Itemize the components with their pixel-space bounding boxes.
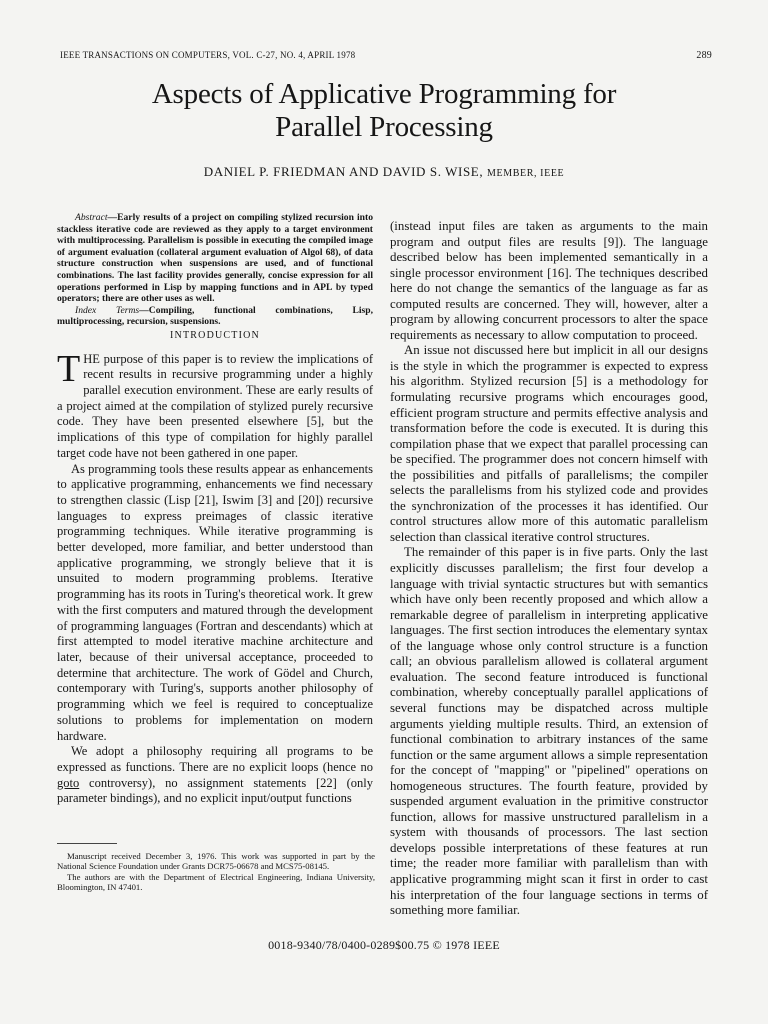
copyright-line: 0018-9340/78/0400-0289$00.75 © 1978 IEEE xyxy=(268,938,500,952)
section-heading-introduction: INTRODUCTION xyxy=(170,329,260,341)
abstract-lead: Abstract xyxy=(75,212,108,223)
right-paragraph-2: An issue not discussed here but implicit in all our designs is the style in which the programmer is expected to express his algorithm. Stylized recursion [5] is a methodology for formulating recursive programs which encourages good, efficient program structure and permits effective analysis and transformation before the code is executed. It is during this compilation phase that we expect that parallel processing can be specified. The programmer does not concern himself with the possibilities and pitfalls of parallelisms; the compiler selects the parallelisms from his stylized code and provides the synchronization of the processes it has identified. Our control structures allow more of this automatic parallelism selection than classical iterative control structures. xyxy=(390,343,708,544)
footnote-affiliation: The authors are with the Department of Electrical Engineering, Indiana University, Bloomington, IN 47401. xyxy=(57,871,375,893)
abstract xyxy=(57,212,373,305)
author-line xyxy=(0,164,768,180)
intro-paragraph-2: As programming tools these results appear as enhancements to applicative programming, enhancements we find necessary to strengthen classic (Lisp [21], Iswim [3] and [20]) recursive languages to express preimages of classic iterative programming techniques. While iterative programming is better developed, more familiar, and better understood than applicative programming, we strongly believe that it is unsuited to modern programming problems. Iterative programming has its roots in Turing's theoretical work. It grew with the first computers and matured through the development of programming languages (Fortran and descendants) which at first attempted to model iterative machine architecture and later, because of their universal acceptance, proceeded to determine that architecture. The work of Gödel and Church, contemporary with Turing's, supports another philosophy of programming which we feel is required to conceptualize solutions to problems for implementation on modern hardware. xyxy=(57,461,373,743)
page-number: 289 xyxy=(696,50,712,61)
right-paragraph-3: The remainder of this paper is in five parts. Only the last explicitly discusses parallelism; the first four develop a language with trivial syntactic structures but with semantics which have only been recently proposed and which allow a remarkable degree of parallelism in interpreting applicative languages. The first section introduces the elementary syntax of the language whose only control structure is a function call; an obvious parallelism allowed is collateral argument evaluation. The second feature introduced is functional combination, whereby conceptually parallel applications of several functions may be dispatched across multiple arguments yielding multiple results. Third, an extension of functional combination to arbitrary instances of the same function or the same argument allows a simple representation for the concept of "mapping" or "pipelined" operations on homogeneous structures. The fourth feature, provided by suspended argument evaluation in the primitive constructor function, allows for massive unstructured parallelism in a system with thousands of processors. The last section develops possible interpretations of these features at run time; the reader more familiar with parallelism than with applicative programming might scan it first in order to cast his interpretation of the four language sections in terms of something more familiar. xyxy=(390,545,708,918)
footnote xyxy=(57,851,375,893)
footnote-rule xyxy=(57,843,117,844)
paper-title-line-2: Parallel Processing xyxy=(275,111,493,143)
index-terms xyxy=(57,305,373,328)
drop-cap: T xyxy=(57,347,81,390)
intro-paragraph-3-part-b: controversy), no assignment statements [22] (only parameter bindings), and no explicit input/output functions xyxy=(57,775,373,806)
journal-citation: IEEE TRANSACTIONS ON COMPUTERS, VOL. C-27, NO. 4, APRIL 1978 xyxy=(60,50,356,60)
intro-paragraph-1 xyxy=(57,347,373,462)
intro-paragraph-3-part-a: We adopt a philosophy requiring all programs to be expressed as functions. There are no explicit loops (hence no xyxy=(57,744,373,774)
author-membership: MEMBER, IEEE xyxy=(487,168,565,179)
goto-keyword: goto xyxy=(57,775,80,790)
running-head xyxy=(60,50,712,61)
intro-paragraph-1-text: HE purpose of this paper is to review the implications of recent results in recursive programming under a highly parallel execution environment. These are early results of a project aimed at the compilation of stylized purely recursive code. They have been presented elsewhere [5], but the implications of this type of compilation for highly parallel target code have not been gathered in one paper. xyxy=(57,351,373,460)
paper-title xyxy=(0,78,768,144)
index-terms-text: —Compiling, functional combinations, Lisp, multiprocessing, recursion, suspensions. xyxy=(57,304,373,328)
left-column xyxy=(57,212,373,807)
right-column xyxy=(390,219,708,919)
author-names: DANIEL P. FRIEDMAN AND DAVID S. WISE, xyxy=(203,164,484,179)
footnote-received: Manuscript received December 3, 1976. This work was supported in part by the National Science Foundation under Grants DCR75-06678 and MCS75-08145. xyxy=(57,851,375,872)
right-paragraph-1: (instead input files are taken as arguments to the main program and output files are results [9]). The language described below has been implemented semantically in a single processor environment [16]. The techniques described here do not change the semantics of the language as far as computed results are concerned. They will, however, alter a program by allowing concurrent processors to alter the space requirements as necessary to allow computation to proceed. xyxy=(390,219,708,342)
index-terms-lead: Index Terms xyxy=(75,304,140,316)
paper-title-line-1: Aspects of Applicative Programming for xyxy=(151,78,617,110)
intro-paragraph-3 xyxy=(57,744,373,807)
abstract-text: —Early results of a project on compiling stylized recursion into stackless iterative code are reviewed as they apply to a target environment with multiprocessing. Parallelism is possible in executing the compiled image of argument evaluation (collateral argument evaluation of Algol 68), of data structure construction when suspensions are used, and of functional combinations. The last facility provides generally, concise expression for all operations performed in Lisp by mapping functions and in APL by typed operators; there are other uses as well. xyxy=(57,212,373,305)
